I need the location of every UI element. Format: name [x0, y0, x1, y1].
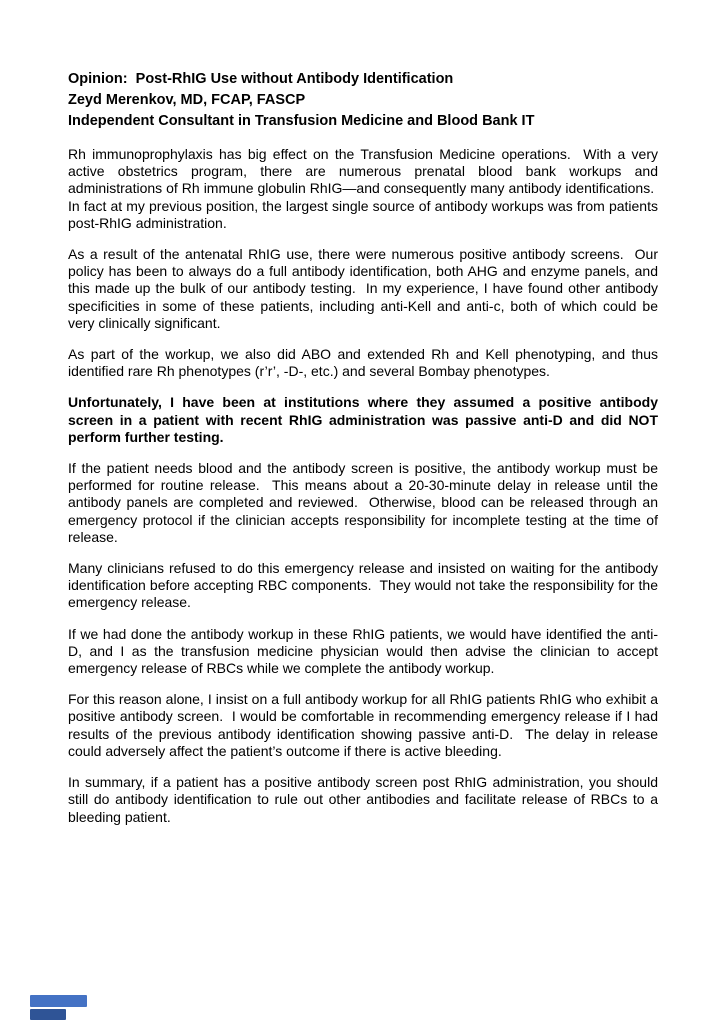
- footer-logo: [30, 995, 87, 1020]
- author-role: Independent Consultant in Transfusion Medicine and Blood Bank IT: [68, 113, 535, 129]
- paragraph: If we had done the antibody workup in these RhIG patients, we would have identified the anti-D, and I as the transfusion medicine physician would then advise the clinician to accept emergency release of RBCs while we complete the antibody workup.: [68, 625, 658, 677]
- footer-logo-bar-top: [30, 995, 87, 1007]
- paragraph: Rh immunoprophylaxis has big effect on the Transfusion Medicine operations. With a very active obstetrics program, there are numerous prenatal blood bank workups and administrations of Rh immune globulin RhIG—and consequently many antibody identifications. In fact at my previous position, the largest single source of antibody workups was from patients post-RhIG administration.: [68, 146, 658, 231]
- paragraph: As part of the workup, we also did ABO and extended Rh and Kell phenotyping, and thus identified rare Rh phenotypes (r’r’, -D-, etc.) and several Bombay phenotypes.: [68, 346, 658, 380]
- paragraph: If the patient needs blood and the antibody screen is positive, the antibody workup must be performed for routine release. This means about a 20-30-minute delay in release until the antibody panels are completed and reviewed. Otherwise, blood can be released through an emergency protocol if the clinician accepts responsibility for incomplete testing at the time of release.: [68, 460, 658, 545]
- page-title: Opinion: Post-RhIG Use without Antibody Identification: [68, 71, 454, 87]
- paragraph: Many clinicians refused to do this emergency release and insisted on waiting for the antibody identification before accepting RBC components. They would not take the responsibility for the emergency release.: [68, 560, 658, 611]
- paragraph-emphasized: Unfortunately, I have been at institutions where they assumed a positive antibody screen in a patient with recent RhIG administration was passive anti-D and did NOT perform further testing.: [68, 394, 658, 445]
- paragraph: For this reason alone, I insist on a full antibody workup for all RhIG patients RhIG who exhibit a positive antibody screen. I would be comfortable in recommending emergency release if I had results of the previous antibody identification showing passive anti-D. The delay in release could adversely affect the patient’s outcome if there is active bleeding.: [68, 691, 658, 759]
- author-name: Zeyd Merenkov, MD, FCAP, FASCP: [68, 92, 306, 108]
- document-content: [68, 69, 658, 826]
- paragraph: As a result of the antenatal RhIG use, there were numerous positive antibody screens. Our policy has been to always do a full antibody identification, both AHG and enzyme panels, and this made up the bulk of our antibody testing. In my experience, I have found other antibody specificities in some of these patients, including anti-Kell and anti-c, both of which could be very clinically significant.: [68, 246, 658, 331]
- paragraph: In summary, if a patient has a positive antibody screen post RhIG administration, you should still do antibody identification to rule out other antibodies and facilitate release of RBCs to a bleeding patient.: [68, 774, 658, 825]
- footer-logo-bar-bottom: [30, 1009, 66, 1020]
